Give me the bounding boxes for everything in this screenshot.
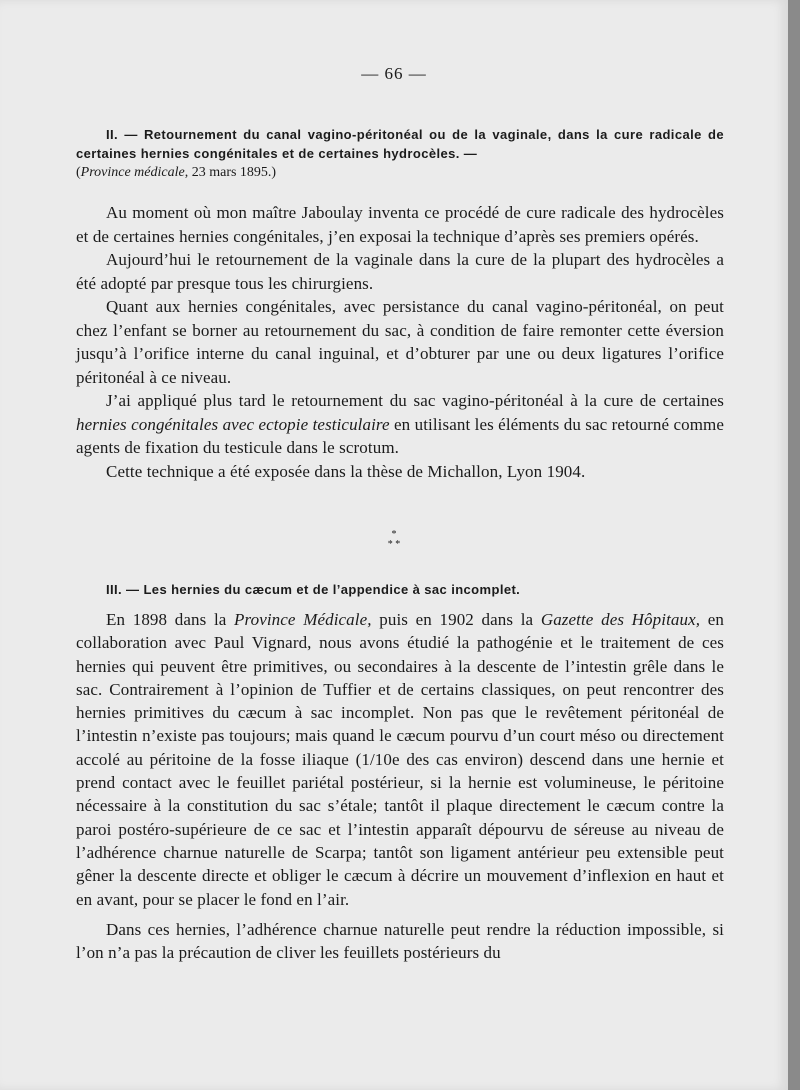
citation-rest: , 23 mars 1895.)	[184, 165, 277, 180]
paragraph: Dans ces hernies, l’adhérence charnue naturelle peut rendre la réduction impossible, si l’on n’a pas la précaution de cliver les feuillets postérieurs du	[76, 919, 724, 963]
citation-open: (	[76, 165, 81, 180]
paragraph: Quant aux hernies congénitales, avec persistance du canal vagino-péritonéal, on peut chez l’enfant se borner au retournement du sac, à condition de faire remonter cette éversion jusqu’à l’orifice interne du canal inguinal, et d’obturer par une ou deux ligatures l’orifice péritonéal à ce niveau.	[76, 297, 724, 387]
p4-italic-phrase: hernies congénitales avec ectopie testiculaire	[76, 414, 390, 434]
p1-text-a: En 1898 dans la	[106, 610, 235, 629]
p1-text-c: en collaboration avec Paul Vignard, nous avons étudié la pathogénie et le traitement de ces hernies qui peuvent être primitives, ou secondaires à la descente de l’intestin grêle dans le sac. Contrairement à l’opinion de Tuffier et de certains classiques, on peut rencontrer des hernies primitives du cæcum à sac incomplet. Non pas que le revêtement péritonéal de l’intestin n’existe pas toujours; mais quand le cæcum pourvu d’un court méso ou directement accolé au péritoine de la fosse iliaque (1/10e des cas environ) descend dans une hernie et prend contact avec le feuillet pariétal postérieur, si la hernie est volumineuse, le péritoine nécessaire à la constitution du sac s’étale; tantôt il plaque directement le cæcum contre la paroi postéro-supérieure de ce sac et l’intestin apparaît dépourvu de séreuse au niveau de l’adhérence charnue naturelle de Scarpa; tantôt son ligament antérieur peu extensible peut gêner la descente directe et obliger le cæcum à décrire un mouvement d’inflexion en haut et en avant, pour se placer le fond en l’air.	[76, 610, 724, 909]
section-iii-body	[76, 608, 724, 964]
p4-text-end: en utilisant les éléments du sac retourné comme agents de fixation du testicule dans le scrotum.	[76, 414, 724, 457]
paragraph: Aujourd’hui le retournement de la vaginale dans la cure de la plupart des hydrocèles a été adopté par presque tous les chirurgiens.	[76, 250, 724, 293]
p4-text-start: J’ai appliqué plus tard le retournement du sac vagino-péritonéal à la cure de certaines	[106, 391, 724, 410]
section-iii-title: III. — Les hernies du cæcum et de l’appendice à sac incomplet.	[106, 582, 521, 597]
section-ii-body	[76, 201, 724, 483]
p1-journal-2: Gazette des Hôpitaux,	[540, 610, 701, 629]
separator-stars-bottom: * *	[387, 539, 401, 550]
p1-journal-1: Province Médicale,	[234, 610, 372, 629]
p1-text-b: puis en 1902 dans la	[371, 610, 541, 629]
paragraph	[76, 608, 724, 911]
section-ii-title: II. — Retournement du canal vagino-péritonéal ou de la vaginale, dans la cure radicale de certaines hernies congénitales et de certaines hydrocèles. —	[76, 127, 724, 161]
citation-journal: Province médicale	[80, 165, 185, 180]
paragraph: Au moment où mon maître Jaboulay inventa ce procédé de cure radicale des hydrocèles et de certaines hernies congénitales, j’en exposai la technique d’après ses premiers opérés.	[76, 203, 724, 246]
section-ii-citation	[76, 163, 724, 182]
page-number: — 66 —	[361, 64, 427, 83]
section-separator	[0, 530, 788, 550]
paragraph: Cette technique a été exposée dans la thèse de Michallon, Lyon 1904.	[106, 461, 586, 481]
separator-star-top: *	[391, 529, 397, 540]
paragraph	[76, 389, 724, 460]
